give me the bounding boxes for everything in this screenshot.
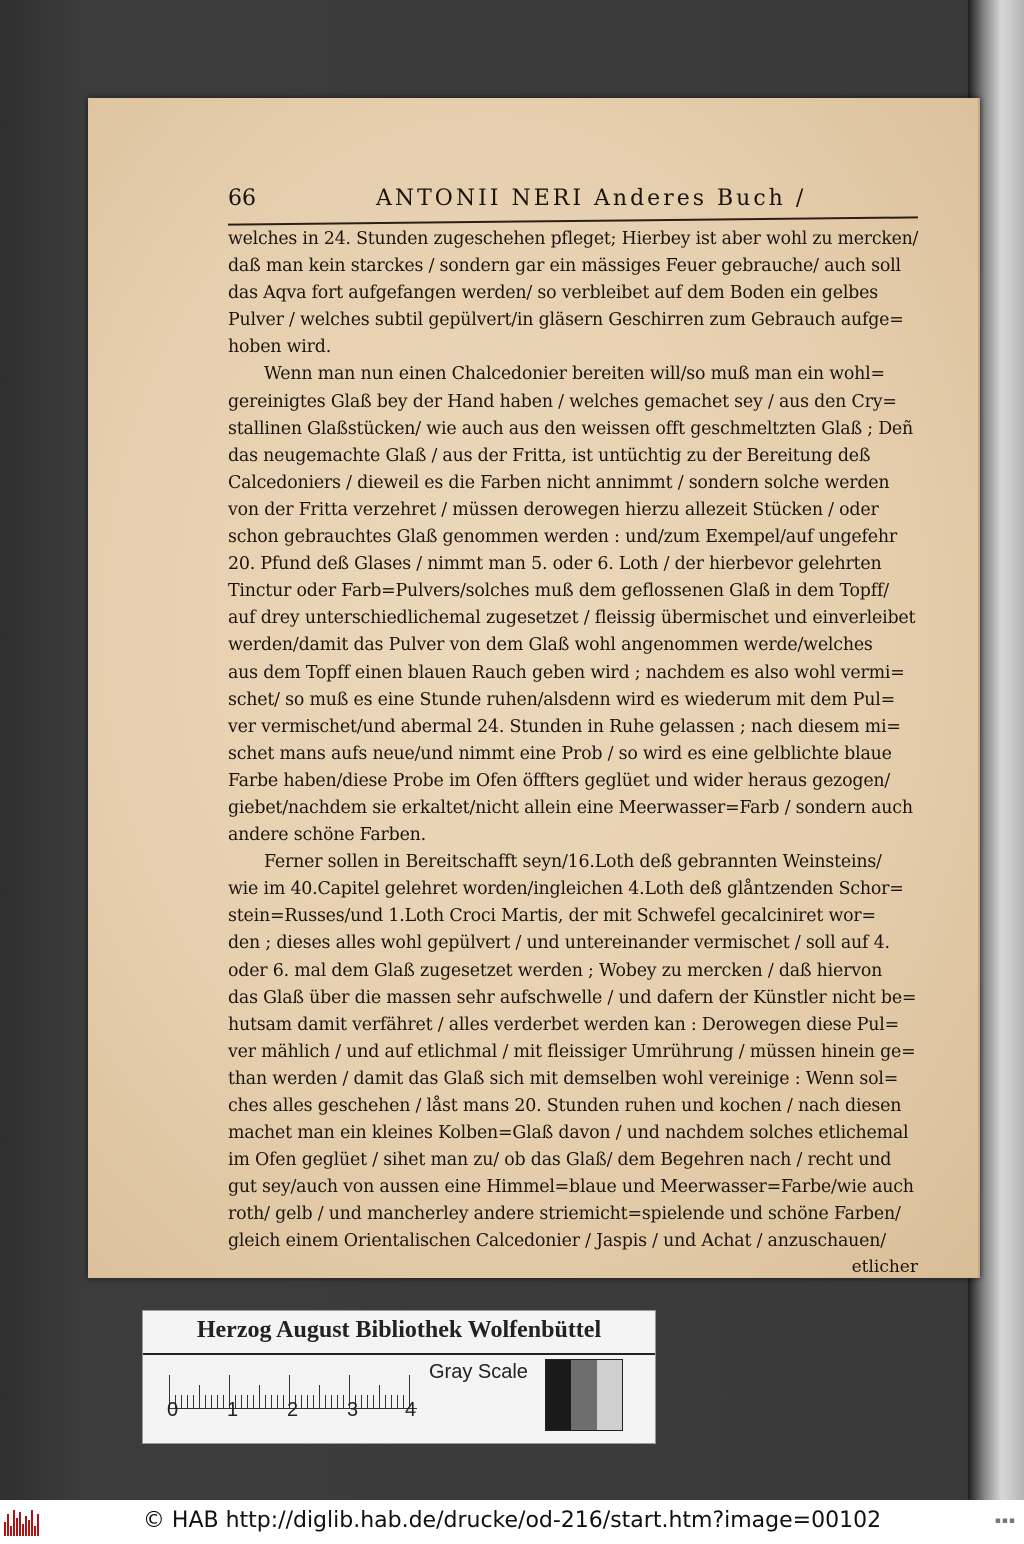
ruler-tick: [217, 1395, 218, 1409]
ruler-tick: [337, 1395, 338, 1409]
text-line: machet man ein kleines Kolben=Glaß davon / und nachdem solches etlichemal: [228, 1123, 909, 1144]
ruler-number: 4: [405, 1399, 417, 1421]
text-line: von der Fritta verzehret / müssen derowegen hierzu allezeit Stücken / oder: [228, 499, 879, 520]
text-line: gleich einem Orientalischen Calcedonier / Jaspis / und Achat / anzuschauen/: [228, 1231, 886, 1252]
gray-swatch: [571, 1360, 596, 1430]
ruler-tick: [199, 1385, 200, 1409]
ruler-tick: [403, 1395, 404, 1409]
text-line: den ; dieses alles wohl gepülvert / und untereinander vermischet / soll auf 4.: [228, 933, 890, 954]
text-line: 20. Pfund deß Glases / nimmt man 5. oder 6. Loth / der hierbevor gelehrten: [228, 554, 882, 575]
text-line: werden/damit das Pulver von dem Glaß wohl angenommen werde/welches: [228, 635, 873, 656]
ruler-tick: [385, 1395, 386, 1409]
text-line: schet mans aufs neue/und nimmt eine Prob / so wird es eine gelblichte blaue: [228, 743, 892, 764]
text-line: than werden / damit das Glaß sich mit demselben wohl vereinige : Wenn sol=: [228, 1068, 899, 1089]
text-line: oder 6. mal dem Glaß zugesetzet werden ; Wobey zu mercken / daß hiervon: [228, 960, 883, 981]
ruler-tick: [283, 1395, 284, 1409]
text-line: Pulver / welches subtil gepülvert/in gläsern Geschirren zum Gebrauch aufge=: [228, 310, 904, 331]
text-line: ver mählich / und auf etlichmal / mit fleissiger Umrührung / müssen hinein ge=: [228, 1041, 916, 1062]
ruler-number: 1: [227, 1399, 239, 1421]
text-line: das Aqva fort aufgefangen werden/ so verbleibet auf dem Boden ein gelbes: [228, 283, 878, 304]
ruler-tick: [391, 1395, 392, 1409]
ruler-number: 2: [287, 1399, 299, 1421]
ruler-tick: [301, 1395, 302, 1409]
ruler-tick: [325, 1395, 326, 1409]
head-rule: [228, 216, 918, 225]
text-line: andere schöne Farben.: [228, 825, 426, 846]
text-line: hutsam damit verfähret / alles verderbet werden kan : Derowegen diese Pul=: [228, 1014, 900, 1035]
library-name: Herzog August Bibliothek Wolfenbüttel: [196, 1317, 602, 1343]
ruler-number: 3: [347, 1399, 359, 1421]
ruler-tick: [247, 1395, 248, 1409]
grayscale-swatches: [545, 1359, 623, 1431]
ruler-tick: [397, 1395, 398, 1409]
text-line: wie im 40.Capitel gelehret worden/ingleichen 4.Loth deß glåntzenden Schor=: [228, 879, 904, 900]
body-text: [228, 226, 918, 1256]
ruler-tick: [205, 1395, 206, 1409]
text-line: ver vermischet/und abermal 24. Stunden in Ruhe gelassen ; nach diesem mi=: [228, 716, 901, 737]
ruler-tick: [223, 1395, 224, 1409]
ruler-tick: [313, 1395, 314, 1409]
text-line: auf drey unterschiedlichemal zugesetzet / fleissig übermischet und einverleibet: [228, 608, 916, 629]
text-line: stallinen Glaßstücken/ wie auch aus den weissen offt geschmeltzten Glaß ; Deñ: [228, 418, 914, 439]
gray-swatch: [597, 1360, 622, 1430]
text-line: Calcedoniers / dieweil es die Farben nicht annimmt / sondern solche werden: [228, 472, 890, 493]
ruler-tick: [307, 1395, 308, 1409]
text-line: Tinctur oder Farb=Pulvers/solches muß dem geflossenen Glaß in dem Topff/: [228, 581, 889, 602]
text-line: hoben wird.: [228, 337, 332, 358]
page-content: [228, 186, 918, 1278]
ruler-tick: [265, 1395, 266, 1409]
color-target-card: [142, 1310, 656, 1444]
text-line: welches in 24. Stunden zugeschehen pfleget; Hierbey ist aber wohl zu mercken/: [228, 229, 919, 249]
ruler-tick: [379, 1385, 380, 1409]
ruler-tick: [319, 1385, 320, 1409]
target-divider: [143, 1353, 655, 1355]
ruler-tick: [259, 1385, 260, 1409]
ruler-tick: [181, 1395, 182, 1409]
text-line: aus dem Topff einen blauen Rauch geben wird ; nachdem es also wohl vermi=: [228, 662, 905, 683]
grayscale-label: Gray Scale: [429, 1361, 528, 1383]
footer-bar: [0, 1500, 1024, 1544]
ruler-tick: [271, 1395, 272, 1409]
ruler-tick: [331, 1395, 332, 1409]
text-line: Ferner sollen in Bereitschafft seyn/16.Loth deß gebrannten Weinsteins/: [264, 852, 882, 873]
text-line: daß man kein starckes / sondern gar ein mässiges Feuer gebrauche/ auch soll: [228, 256, 901, 277]
catchword: etlicher: [851, 1256, 918, 1277]
text-line: giebet/nachdem sie erkaltet/nicht allein eine Meerwasser=Farb / sondern auch: [228, 797, 913, 818]
book-page: [88, 98, 980, 1278]
text-line: ches alles geschehen / låst mans 20. Stunden ruhen und kochen / nach diesen: [228, 1096, 902, 1116]
gray-swatch: [546, 1360, 571, 1430]
ruler-number: 0: [167, 1399, 179, 1421]
ruler-tick: [277, 1395, 278, 1409]
ruler-tick: [187, 1395, 188, 1409]
text-line: schet/ so muß es eine Stunde ruhen/alsdenn wird es wiederum mit dem Pul=: [228, 689, 895, 710]
text-line: roth/ gelb / und mancherley andere striemicht=spielende und schöne Farben/: [228, 1204, 901, 1225]
text-line: das neugemachte Glaß / aus der Fritta, ist untüchtig zu der Bereitung deß: [228, 445, 871, 466]
ruler-tick: [253, 1395, 254, 1409]
ruler-tick: [241, 1395, 242, 1409]
text-line: stein=Russes/und 1.Loth Croci Martis, der mit Schwefel gecalciniret wor=: [228, 906, 876, 927]
ruler-tick: [211, 1395, 212, 1409]
text-line: Wenn man nun einen Chalcedonier bereiten will/so muß man ein wohl=: [264, 364, 885, 385]
running-head: [228, 186, 918, 216]
page-number: 66: [228, 186, 256, 211]
running-head-title: ANTONII NERI Anderes Buch /: [376, 186, 807, 211]
text-line: das Glaß über die massen sehr aufschwelle / und dafern der Künstler nicht be=: [228, 987, 917, 1008]
ruler-tick: [361, 1395, 362, 1409]
ruler-tick: [373, 1395, 374, 1409]
copyright-url: © HAB http://diglib.hab.de/drucke/od-216/start.htm?image=00102: [142, 1508, 882, 1533]
text-line: gut sey/auch von aussen eine Himmel=blaue und Meerwasser=Farbe/wie auch: [228, 1177, 914, 1198]
ruler-tick: [193, 1395, 194, 1409]
ruler-tick: [367, 1395, 368, 1409]
ruler-tick: [343, 1395, 344, 1409]
text-line: Farbe haben/diese Probe im Ofen öffters geglüet und wider heraus gezogen/: [228, 770, 891, 791]
footer-mark-icon: ▪▪▪: [994, 1516, 1016, 1526]
text-line: schon gebrauchtes Glaß genommen werden : und/zum Exempel/auf ungefehr: [228, 527, 897, 548]
text-line: im Ofen geglüet / sihet man zu/ ob das Glaß/ dem Begehren nach / recht und: [228, 1150, 892, 1171]
text-line: gereinigtes Glaß bey der Hand haben / welches gemachet sey / aus den Cry=: [228, 391, 897, 412]
